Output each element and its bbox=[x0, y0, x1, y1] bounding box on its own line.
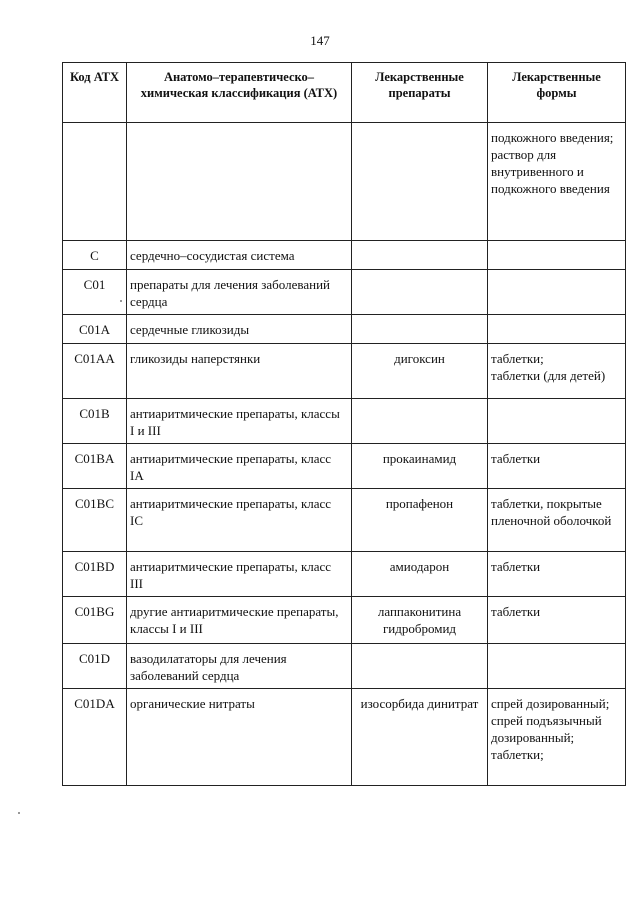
table-row bbox=[63, 344, 626, 399]
dosage-form-cell: таблетки bbox=[488, 597, 626, 644]
header-atc-code: Код АТХ bbox=[63, 63, 127, 123]
classification-cell: антиаритмические препараты, классы I и III bbox=[127, 399, 352, 444]
table-row bbox=[63, 241, 626, 270]
table-header-row bbox=[63, 63, 626, 123]
classification-cell bbox=[127, 123, 352, 241]
drug-cell bbox=[352, 644, 488, 689]
drug-cell bbox=[352, 315, 488, 344]
table-row bbox=[63, 644, 626, 689]
page-number: 147 bbox=[310, 33, 330, 48]
drug-cell: изосорбида динитрат bbox=[352, 689, 488, 786]
atc-code-cell: C01DA bbox=[63, 689, 127, 786]
dosage-form-cell: подкожного введения; раствор для внутривенного и подкожного введения bbox=[488, 123, 626, 241]
classification-cell: другие антиаритмические препараты, классы I и III bbox=[127, 597, 352, 644]
dosage-form-cell bbox=[488, 270, 626, 315]
classification-cell: вазодилататоры для лечения заболеваний сердца bbox=[127, 644, 352, 689]
classification-cell: антиаритмические препараты, класс IC bbox=[127, 489, 352, 552]
drug-cell: пропафенон bbox=[352, 489, 488, 552]
header-drugs: Лекарственные препараты bbox=[352, 63, 488, 123]
table-row bbox=[63, 689, 626, 786]
scan-speck bbox=[120, 300, 122, 302]
atc-table bbox=[62, 62, 626, 786]
table-row bbox=[63, 399, 626, 444]
table-row bbox=[63, 315, 626, 344]
drug-cell: дигоксин bbox=[352, 344, 488, 399]
dosage-form-cell bbox=[488, 644, 626, 689]
dosage-form-cell: таблетки; таблетки (для детей) bbox=[488, 344, 626, 399]
atc-code-cell: C01BG bbox=[63, 597, 127, 644]
scan-speck bbox=[18, 812, 20, 814]
atc-code-cell bbox=[63, 123, 127, 241]
dosage-form-cell bbox=[488, 315, 626, 344]
table-row bbox=[63, 123, 626, 241]
classification-cell: сердечные гликозиды bbox=[127, 315, 352, 344]
classification-cell: антиаритмические препараты, класс III bbox=[127, 552, 352, 597]
atc-code-cell: C01B bbox=[63, 399, 127, 444]
atc-code-cell: C01A bbox=[63, 315, 127, 344]
table-row bbox=[63, 444, 626, 489]
drug-cell bbox=[352, 399, 488, 444]
classification-cell: гликозиды наперстянки bbox=[127, 344, 352, 399]
atc-code-cell: C01AA bbox=[63, 344, 127, 399]
dosage-form-cell: таблетки bbox=[488, 444, 626, 489]
drug-cell bbox=[352, 123, 488, 241]
header-dosage-forms: Лекарственные формы bbox=[488, 63, 626, 123]
atc-code-cell: C01 bbox=[63, 270, 127, 315]
drug-cell: лаппаконитина гидробромид bbox=[352, 597, 488, 644]
table-row bbox=[63, 270, 626, 315]
dosage-form-cell: спрей дозированный; спрей подъязычный дозированный; таблетки; bbox=[488, 689, 626, 786]
classification-cell: препараты для лечения заболеваний сердца bbox=[127, 270, 352, 315]
classification-cell: сердечно–сосудистая система bbox=[127, 241, 352, 270]
atc-code-cell: C01BA bbox=[63, 444, 127, 489]
drug-cell: прокаинамид bbox=[352, 444, 488, 489]
table-row bbox=[63, 597, 626, 644]
atc-code-cell: C01BD bbox=[63, 552, 127, 597]
classification-cell: антиаритмические препараты, класс IA bbox=[127, 444, 352, 489]
drug-cell bbox=[352, 270, 488, 315]
drug-cell: амиодарон bbox=[352, 552, 488, 597]
dosage-form-cell: таблетки, покрытые пленочной оболочкой bbox=[488, 489, 626, 552]
dosage-form-cell bbox=[488, 399, 626, 444]
atc-code-cell: C01BC bbox=[63, 489, 127, 552]
classification-cell: органические нитраты bbox=[127, 689, 352, 786]
dosage-form-cell bbox=[488, 241, 626, 270]
dosage-form-cell: таблетки bbox=[488, 552, 626, 597]
drug-cell bbox=[352, 241, 488, 270]
atc-code-cell: C bbox=[63, 241, 127, 270]
atc-code-cell: C01D bbox=[63, 644, 127, 689]
header-atc-classification: Анатомо–терапевтическо–химическая классификация (АТХ) bbox=[127, 63, 352, 123]
table-row bbox=[63, 552, 626, 597]
table-row bbox=[63, 489, 626, 552]
